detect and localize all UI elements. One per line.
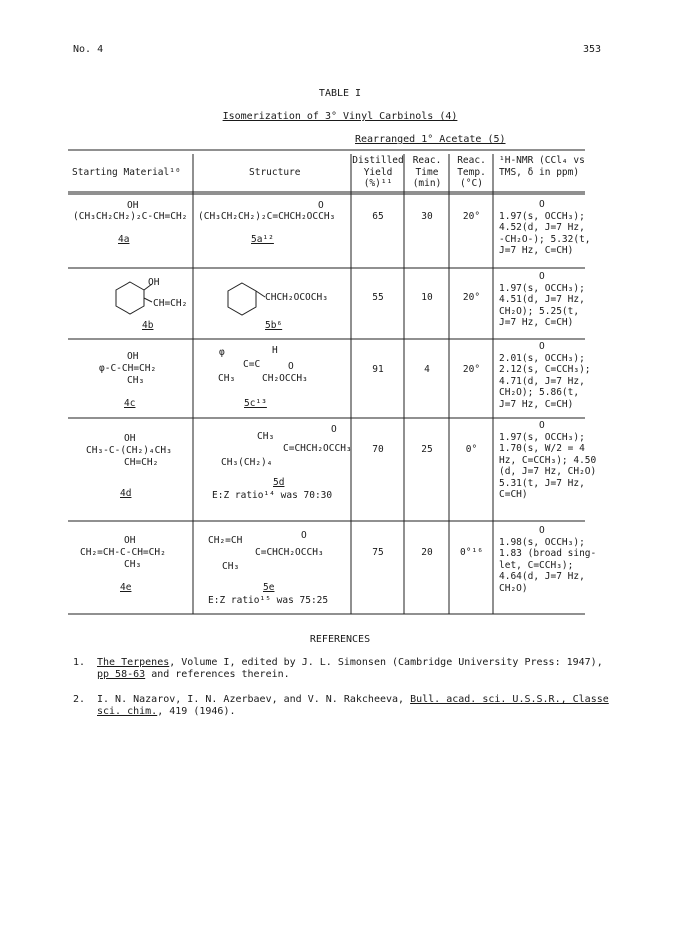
- row2-starting-oh: OH: [148, 277, 160, 288]
- row1-temp: 20°: [462, 211, 481, 222]
- row3-structure-phi: φ: [219, 347, 225, 358]
- row3-nmr: O 2.01(s, OCCH₃); 2.12(s, C=CCH₃); 4.71(d, J=7 Hz, CH₂O); 5.86(t, J=7 Hz, C=CH): [499, 341, 591, 410]
- header-nmr: ¹H-NMR (CCl₄ vs TMS, δ in ppm): [499, 155, 585, 178]
- row4-starting-oh: OH: [124, 433, 136, 444]
- row5-starting-oh: OH: [124, 535, 136, 546]
- row1-nmr: O 1.97(s, OCCH₃); 4.52(d, J=7 Hz, -CH₂O-); 5.32(t, J=7 Hz, C=CH): [499, 199, 591, 256]
- row2-starting-vinyl: CH=CH₂: [153, 298, 188, 309]
- row1-starting-oh: OH: [127, 200, 139, 211]
- row5-structure-ester: C=CHCH₂OCCH₃: [255, 547, 324, 558]
- row2-yield: 55: [372, 292, 384, 303]
- header-structure: Structure: [249, 167, 301, 178]
- row4-structure-ester: C=CHCH₂OCCH₃: [283, 443, 352, 454]
- row1-starting-formula: (CH₃CH₂CH₂)₂C-CH=CH₂: [73, 211, 188, 222]
- header-time: Reac. Time (min): [412, 155, 442, 189]
- row3-structure-cc: C=C: [243, 359, 261, 370]
- row3-time: 4: [424, 364, 430, 375]
- journal-number: No. 4: [73, 44, 104, 55]
- header-starting-material: Starting Material¹⁰: [72, 167, 181, 178]
- row3-structure-o: O: [288, 361, 294, 372]
- row3-starting-oh: OH: [127, 351, 139, 362]
- row3-starting-label: 4c: [124, 398, 136, 409]
- reference-1-number: 1.: [73, 657, 86, 668]
- row3-structure-label: 5c¹³: [244, 398, 267, 409]
- row5-structure-ch3: CH₃: [222, 561, 240, 572]
- row5-structure-ratio: E:Z ratio¹⁵ was 75:25: [208, 595, 329, 606]
- row4-nmr: O 1.97(s, OCCH₃); 1.70(s, W/2 = 4 Hz, C=CCH₃); 4.50 (d, J=7 Hz, CH₂O) 5.31(t, J=7 Hz, C=CH): [499, 420, 597, 500]
- page-number: 353: [583, 44, 602, 55]
- row2-structure-label: 5b⁶: [265, 320, 283, 331]
- row1-structure-o: O: [318, 200, 324, 211]
- row5-structure-vinyl: CH₂=CH: [208, 535, 243, 546]
- row3-structure-ch3: CH₃: [218, 373, 236, 384]
- reference-2: 2. I. N. Nazarov, I. N. Azerbaev, and V. N. Rakcheeva, Bull. acad. sci. U.S.S.R., Classe sci. chim., 419 (1946).: [73, 694, 609, 717]
- row1-time: 30: [421, 211, 433, 222]
- row5-starting-label: 4e: [120, 582, 132, 593]
- reference-2-number: 2.: [73, 694, 86, 705]
- reference-1: 1. The Terpenes, Volume I, edited by J. L. Simonsen (Cambridge University Press: 1947), pp 58-63 and references therein.: [73, 657, 603, 680]
- row2-time: 10: [421, 292, 433, 303]
- row1-yield: 65: [372, 211, 384, 222]
- row1-structure-formula: (CH₃CH₂CH₂)₂C=CHCH₂OCCH₃: [198, 211, 336, 222]
- table-title: TABLE I: [318, 88, 362, 99]
- row5-yield: 75: [372, 547, 384, 558]
- row4-yield: 70: [372, 444, 384, 455]
- row3-temp: 20°: [462, 364, 481, 375]
- row2-structure-formula: CHCH₂OCOCH₃: [265, 292, 328, 303]
- row4-starting-formula: CH₃-C-(CH₂)₄CH₃: [86, 445, 172, 456]
- row4-starting-vinyl: CH=CH₂: [124, 457, 159, 468]
- row5-time: 20: [421, 547, 433, 558]
- row4-structure-ratio: E:Z ratio¹⁴ was 70:30: [212, 490, 333, 501]
- row5-structure-o: O: [301, 530, 307, 541]
- row5-temp: 0°¹⁶: [460, 547, 483, 558]
- row1-structure-label: 5a¹²: [251, 234, 274, 245]
- row5-nmr: O 1.98(s, OCCH₃); 1.83 (broad sing- let, C=CCH₃); 4.64(d, J=7 Hz, CH₂O): [499, 525, 597, 594]
- row2-starting-label: 4b: [142, 320, 154, 331]
- group-header: Rearranged 1° Acetate (5): [355, 134, 506, 145]
- references-title: REFERENCES: [309, 634, 371, 645]
- row4-structure-o: O: [331, 424, 337, 435]
- header-temp: Reac. Temp. (°C): [457, 155, 486, 189]
- row3-starting-formula: φ-C-CH=CH₂: [99, 363, 157, 374]
- reference-2-journal: Bull. acad. sci. U.S.S.R., Classe sci. chim.: [97, 694, 609, 717]
- row2-nmr: O 1.97(s, OCCH₃); 4.51(d, J=7 Hz, CH₂O); 5.25(t, J=7 Hz, C=CH): [499, 271, 585, 328]
- row4-starting-label: 4d: [120, 488, 132, 499]
- row4-structure-ch3: CH₃: [257, 431, 275, 442]
- row4-structure-label: 5d: [273, 477, 285, 488]
- row5-starting-ch3: CH₃: [124, 559, 142, 570]
- header-yield: Distilled Yield (%)¹¹: [352, 155, 404, 189]
- table-subtitle: Isomerization of 3° Vinyl Carbinols (4): [222, 111, 458, 122]
- row3-structure-ester: CH₂OCCH₃: [262, 373, 308, 384]
- row3-starting-ch3: CH₃: [127, 375, 145, 386]
- reference-1-title: The Terpenes: [97, 657, 170, 668]
- row2-temp: 20°: [462, 292, 481, 303]
- row3-yield: 91: [372, 364, 384, 375]
- row4-time: 25: [421, 444, 433, 455]
- row5-starting-formula: CH₂=CH-C-CH=CH₂: [80, 547, 166, 558]
- row4-temp: 0°: [465, 444, 478, 455]
- row4-structure-chain: CH₃(CH₂)₄: [221, 457, 273, 468]
- row3-structure-h: H: [272, 345, 278, 356]
- row1-starting-label: 4a: [118, 234, 130, 245]
- row5-structure-label: 5e: [263, 582, 275, 593]
